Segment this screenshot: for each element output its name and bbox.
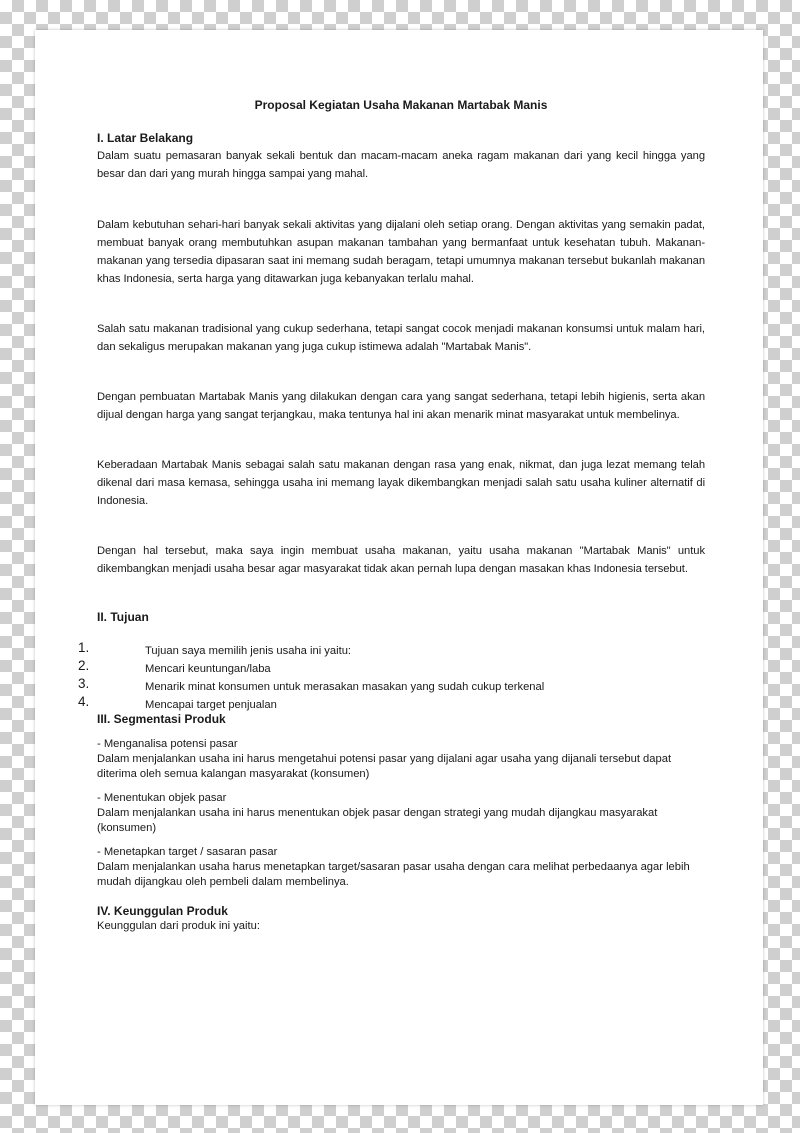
point-label: - Menganalisa potensi pasar bbox=[97, 738, 238, 750]
point-text: Dalam menjalankan usaha ini harus mengetahui potensi pasar yang dijalani agar usaha yang dijanali tersebut dapat diterima oleh semua kalangan masyarakat (konsumen) bbox=[97, 753, 672, 780]
list-number: 4. bbox=[78, 694, 90, 709]
list-item bbox=[78, 658, 705, 678]
paragraph: Dengan hal tersebut, maka saya ingin membuat usaha makanan, yaitu usaha makanan "Martabak Manis" untuk dikembangkan menjadi usaha besar agar masyarakat tidak akan pernah lupa dengan masakan khas Indonesia tersebut. bbox=[97, 545, 705, 575]
paragraph: Keunggulan dari produk ini yaitu: bbox=[97, 920, 260, 932]
segmentasi-point bbox=[97, 737, 705, 782]
paragraph: Keberadaan Martabak Manis sebagai salah satu makanan dengan rasa yang enak, nikmat, dan juga lezat memang telah dikenal dari masa kemasa, sehingga usaha ini memang layak dikembangkan menjadi salah satu usaha kuliner alternatif di Indonesia. bbox=[97, 459, 705, 507]
list-item-text: Mencapai target penjualan bbox=[145, 699, 277, 711]
section-heading-tujuan: II. Tujuan bbox=[97, 610, 149, 624]
point-text: Dalam menjalankan usaha ini harus menentukan objek pasar dengan strategi yang mudah dijangkau masyarakat (konsumen) bbox=[97, 807, 658, 834]
list-number: 3. bbox=[78, 676, 90, 691]
segmentasi-point bbox=[97, 845, 705, 890]
tujuan-list bbox=[78, 640, 705, 714]
list-number: 2. bbox=[78, 658, 90, 673]
point-label: - Menentukan objek pasar bbox=[97, 792, 227, 804]
document-content bbox=[78, 98, 705, 934]
section-heading-segmentasi: III. Segmentasi Produk bbox=[97, 712, 226, 726]
section-heading-latar-belakang: I. Latar Belakang bbox=[97, 131, 194, 145]
spacer bbox=[97, 890, 705, 898]
paragraph: Salah satu makanan tradisional yang cukup sederhana, tetapi sangat cocok menjadi makanan konsumsi untuk malam hari, dan sekaligus merupakan makanan yang juga cukup istimewa adalah "Martabak Manis". bbox=[97, 323, 705, 353]
list-item bbox=[78, 694, 705, 714]
paragraph: Dalam suatu pemasaran banyak sekali bentuk dan macam-macam aneka ragam makanan dari yang kecil hingga yang besar dan dari yang murah hingga sampai yang mahal. bbox=[97, 150, 705, 180]
paragraph: Dalam kebutuhan sehari-hari banyak sekali aktivitas yang dijalani oleh setiap orang. Dengan aktivitas yang semakin padat, membuat banyak orang membutuhkan asupan makanan tambahan yang bermanfaat untuk kesehatan tubuh. Makanan-makanan yang tersedia dipasaran saat ini memang sudah beragam, tetapi umumnya makanan tersebut bukanlah makanan khas Indonesia, serta harga yang ditawarkan juga kebanyakan terlalu mahal. bbox=[97, 219, 705, 285]
list-item-text: Mencari keuntungan/laba bbox=[145, 663, 271, 675]
point-text: Dalam menjalankan usaha harus menetapkan target/sasaran pasar usaha dengan cara melihat perbedaanya agar lebih mudah dijangkau oleh pembeli dalam membelinya. bbox=[97, 861, 690, 888]
list-number: 1. bbox=[78, 640, 90, 655]
list-item-text: Menarik minat konsumen untuk merasakan masakan yang sudah cukup terkenal bbox=[145, 681, 545, 693]
section-heading-keunggulan: IV. Keunggulan Produk bbox=[97, 904, 228, 918]
document-page bbox=[35, 30, 763, 1105]
paragraph: Dengan pembuatan Martabak Manis yang dilakukan dengan cara yang sangat sederhana, tetapi lebih higienis, serta akan dijual dengan harga yang sangat terjangkau, maka tentunya hal ini akan menarik minat masyarakat untuk membelinya. bbox=[97, 391, 705, 421]
list-item bbox=[78, 676, 705, 696]
document-title: Proposal Kegiatan Usaha Makanan Martabak Manis bbox=[254, 98, 548, 112]
list-item-text: Tujuan saya memilih jenis usaha ini yaitu: bbox=[145, 645, 352, 657]
segmentasi-point bbox=[97, 791, 705, 836]
point-label: - Menetapkan target / sasaran pasar bbox=[97, 846, 278, 858]
list-item bbox=[78, 640, 705, 660]
